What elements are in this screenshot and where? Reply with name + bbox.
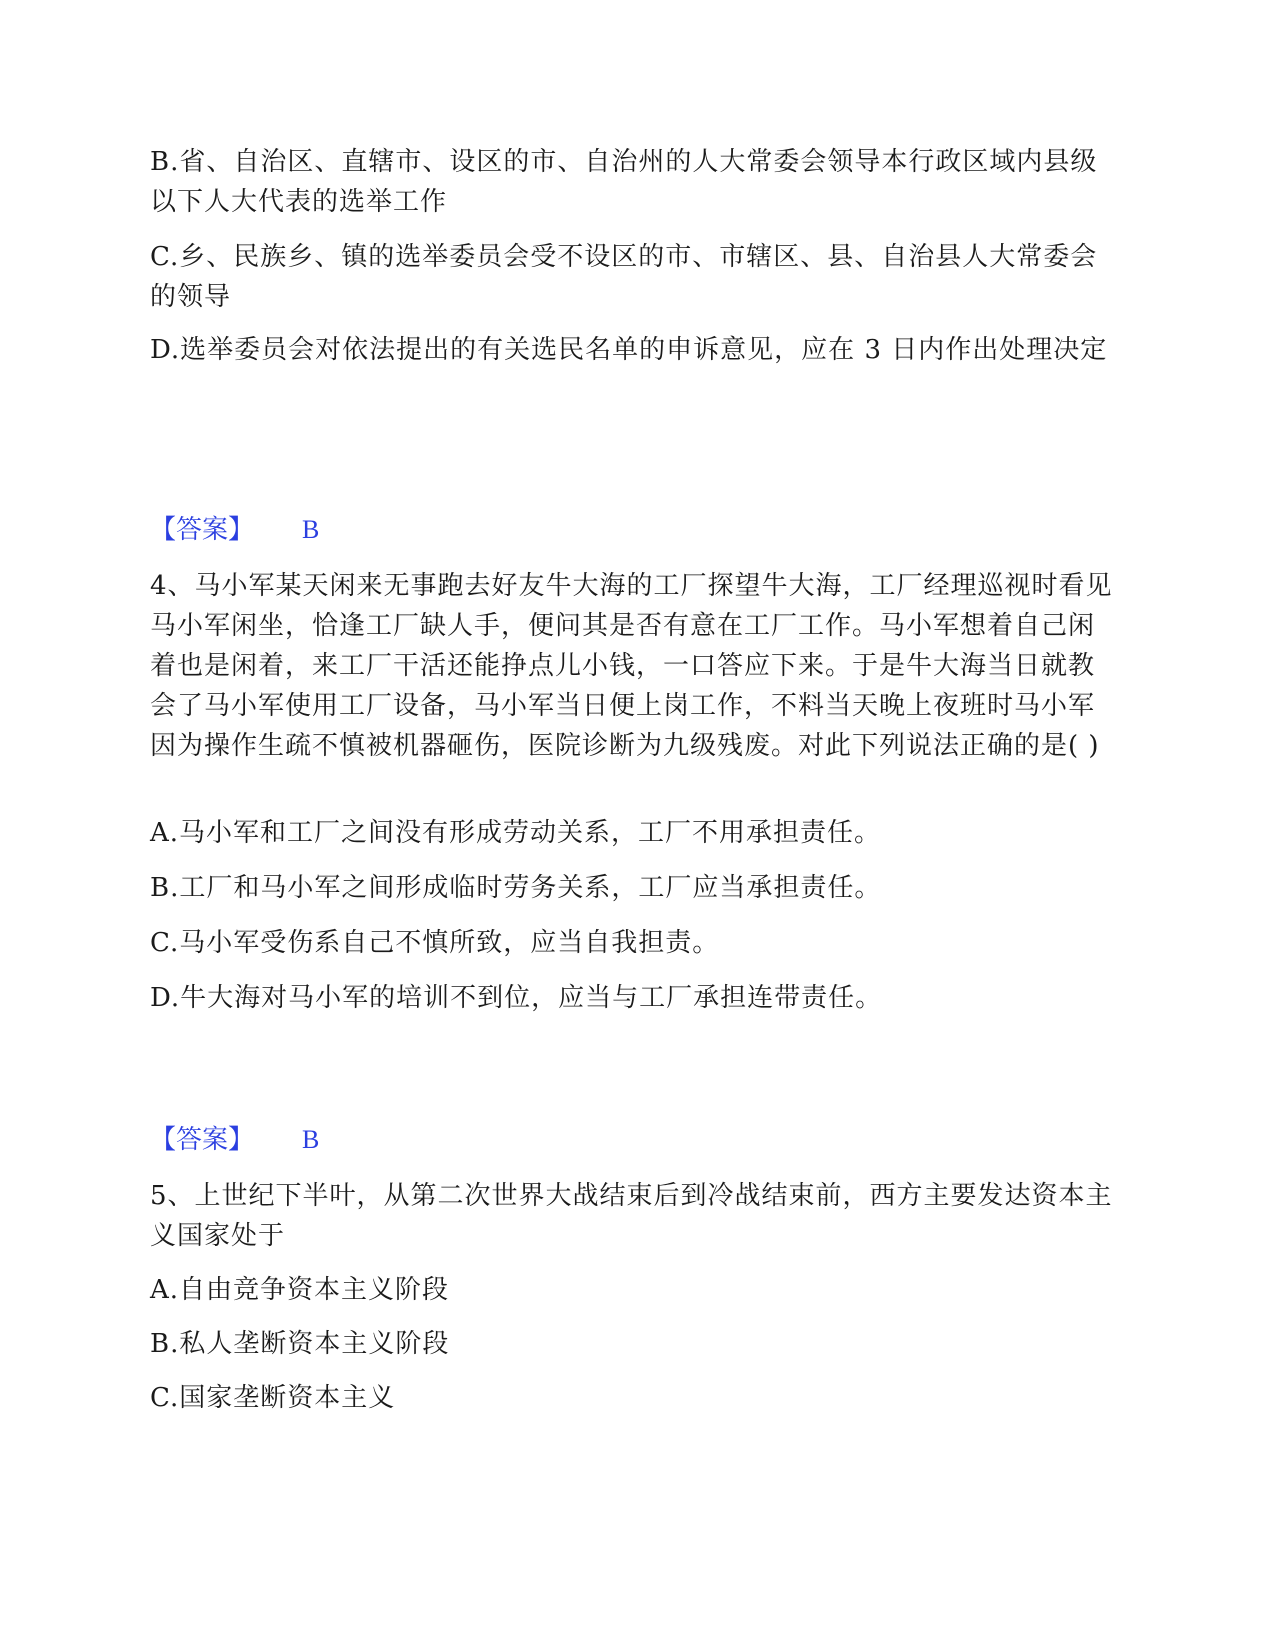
q3-option-c: C.乡、民族乡、镇的选举委员会受不设区的市、市辖区、县、自治县人大常委会的领导	[150, 242, 1098, 312]
answer-value: B	[302, 515, 320, 544]
q3-answer	[150, 510, 319, 550]
q5-option-b: B.私人垄断资本主义阶段	[150, 1329, 450, 1359]
answer-value: B	[302, 1125, 320, 1154]
q5-stem: 5、上世纪下半叶，从第二次世界大战结束后到冷战结束前，西方主要发达资本主义国家处于	[150, 1181, 1113, 1251]
q4-option-a: A.马小军和工厂之间没有形成劳动关系，工厂不用承担责任。	[150, 818, 882, 848]
q4-option-b: B.工厂和马小军之间形成临时劳务关系，工厂应当承担责任。	[150, 873, 882, 903]
answer-label: 【答案】	[150, 1125, 255, 1155]
q4-option-d: D.牛大海对马小军的培训不到位，应当与工厂承担连带责任。	[150, 983, 883, 1013]
q4-stem: 4、马小军某天闲来无事跑去好友牛大海的工厂探望牛大海，工厂经理巡视时看见马小军闲坐，恰逢工厂缺人手，便问其是否有意在工厂工作。马小军想着自己闲着也是闲着，来工厂干活还能挣点儿小钱，一口答应下来。于是牛大海当日就教会了马小军使用工厂设备，马小军当日便上岗工作，不料当天晚上夜班时马小军因为操作生疏不慎被机器砸伤，医院诊断为九级残废。对此下列说法正确的是( )	[150, 571, 1113, 761]
q3-option-b: B.省、自治区、直辖市、设区的市、自治州的人大常委会领导本行政区域内县级以下人大代表的选举工作	[150, 147, 1098, 217]
q4-option-c: C.马小军受伤系自己不慎所致，应当自我担责。	[150, 928, 720, 958]
q5-option-a: A.自由竞争资本主义阶段	[150, 1275, 450, 1305]
answer-label: 【答案】	[150, 515, 255, 545]
q5-option-c: C.国家垄断资本主义	[150, 1383, 396, 1413]
q3-option-d: D.选举委员会对依法提出的有关选民名单的申诉意见，应在 3 日内作出处理决定	[150, 335, 1108, 365]
q4-answer	[150, 1120, 319, 1160]
